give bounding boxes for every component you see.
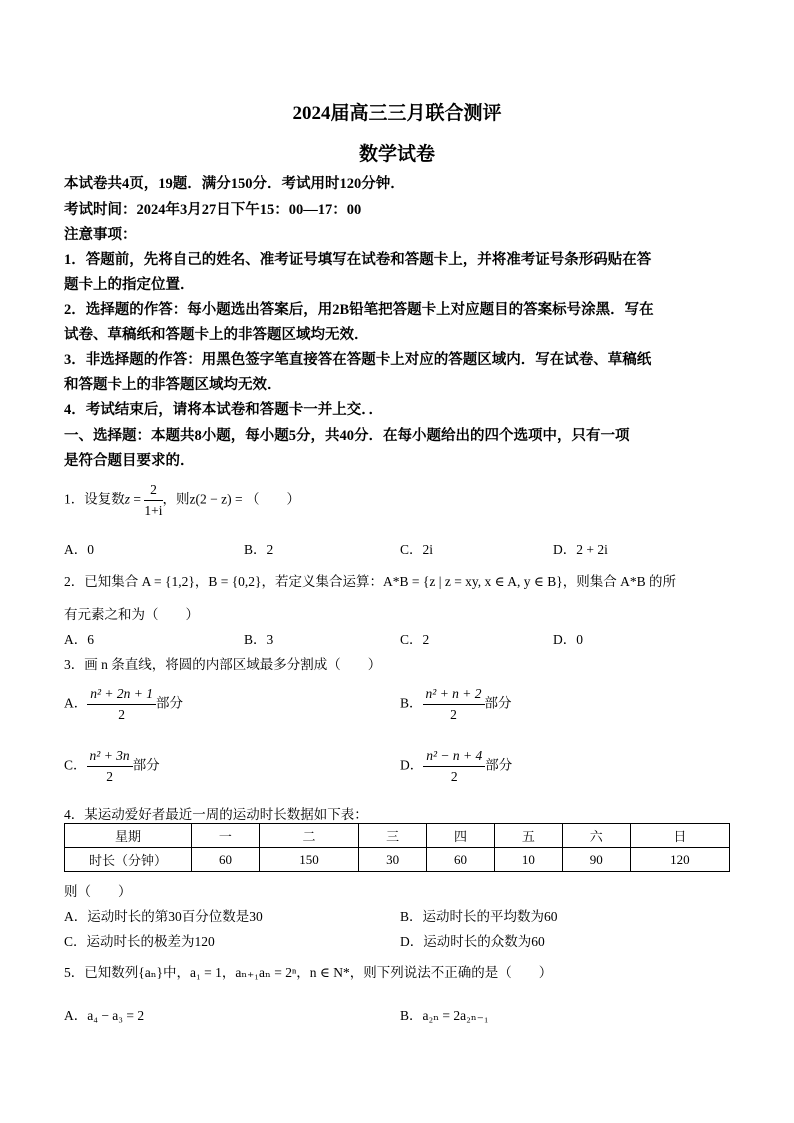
notice-4: 4．考试结束后，请将本试卷和答题卡一并上交．． <box>64 402 383 418</box>
table-cell: 30 <box>359 848 427 872</box>
q1-option-a: A．0 <box>64 542 94 557</box>
table-cell: 150 <box>259 848 358 872</box>
q4-option-a: A．运动时长的第30百分位数是30 <box>64 909 263 924</box>
q4-stem: 4．某运动爱好者最近一周的运动时长数据如下表： <box>64 807 368 822</box>
q3-a-label: A． <box>64 695 88 711</box>
exam-title: 2024届高三三月联合测评 <box>292 103 502 124</box>
section-1-heading-a: 一、选择题：本题共8小题，每小题5分，共40分．在每小题给出的四个选项中，只有一项 <box>64 428 630 444</box>
q4-then: 则（ ） <box>64 884 132 899</box>
table-cell: 一 <box>192 824 260 848</box>
q3-b-fraction <box>423 686 485 723</box>
q1-eq: = <box>130 491 145 507</box>
table-cell: 五 <box>494 824 562 848</box>
table-cell: 三 <box>359 824 427 848</box>
notice-1a: 1．答题前，先将自己的姓名、准考证号填写在试卷和答题卡上，并将准考证号条形码贴在答 <box>64 252 652 268</box>
info-line-2: 考试时间：2024年3月27日下午15：00—17：00 <box>64 202 362 218</box>
table-cell: 60 <box>427 848 495 872</box>
table-cell: 四 <box>427 824 495 848</box>
question-1 <box>64 482 300 519</box>
table-cell: 六 <box>562 824 630 848</box>
q5-stem: 5．已知数列{aₙ}中，a₁ = 1，aₙ₊₁aₙ = 2ⁿ，n ∈ N*，则下列说法不正确的是（ ） <box>64 965 553 980</box>
q1-var: z <box>124 491 131 507</box>
notice-2b: 试卷、草稿纸和答题卡上的非答题区域均无效． <box>64 327 369 343</box>
q2-stem-line-1: 2．已知集合 A = {1,2}，B = {0,2}，若定义集合运算：A*B = {z | z = xy, x ∈ A, y ∈ B}，则集合 A*B 的所 <box>64 574 677 589</box>
notice-2a: 2．选择题的作答：每小题选出答案后，用2B铅笔把答题卡上对应题目的答案标号涂黑．写在 <box>64 302 654 318</box>
q2-option-d: D．0 <box>553 632 583 647</box>
table-cell: 时长（分钟） <box>65 848 192 872</box>
q3-c-fraction <box>87 748 133 785</box>
notice-3b: 和答题卡上的非答题区域均无效． <box>64 377 282 393</box>
q3-option-c <box>64 748 160 785</box>
q1-option-d: D．2 + 2i <box>553 542 608 557</box>
q3-c-denominator: 2 <box>106 769 113 784</box>
exercise-time-table <box>64 823 730 872</box>
q3-a-numerator: n² + 2n + 1 <box>87 686 156 705</box>
table-cell: 星期 <box>65 824 192 848</box>
table-header-row <box>65 824 730 848</box>
q5-option-b: B．a₂ₙ = 2a₂ₙ₋₁ <box>400 1008 489 1023</box>
q3-a-suffix: 部分 <box>156 695 184 711</box>
info-line-1: 本试卷共4页，19题．满分150分．考试用时120分钟． <box>64 176 405 192</box>
q3-a-fraction <box>87 686 156 723</box>
q1-prefix: 1．设复数 <box>64 491 125 507</box>
q3-c-label: C． <box>64 757 87 773</box>
q1-option-b: B．2 <box>244 542 274 557</box>
q5-option-a: A．a₄ − a₃ = 2 <box>64 1008 145 1023</box>
q3-b-suffix: 部分 <box>484 695 512 711</box>
q1-denominator: 1+i <box>144 503 163 518</box>
notice-3a: 3．非选择题的作答：用黑色签字笔直接答在答题卡上对应的答题区域内．写在试卷、草稿纸 <box>64 352 652 368</box>
q3-a-denominator: 2 <box>118 707 126 722</box>
q3-d-numerator: n² − n + 4 <box>423 748 485 767</box>
q2-option-a: A．6 <box>64 632 94 647</box>
q1-numerator: 2 <box>144 482 162 501</box>
q3-d-fraction <box>423 748 485 785</box>
q3-b-numerator: n² + n + 2 <box>423 686 485 705</box>
q3-option-b <box>400 686 512 723</box>
exam-subtitle: 数学试卷 <box>358 144 435 165</box>
table-cell: 10 <box>494 848 562 872</box>
q3-d-label: D． <box>400 757 424 773</box>
notice-1b: 题卡上的指定位置． <box>64 277 195 293</box>
q2-option-b: B．3 <box>244 632 274 647</box>
table-cell: 120 <box>630 848 729 872</box>
q3-stem: 3．画 n 条直线，将圆的内部区域最多分割成（ ） <box>64 657 382 672</box>
q3-d-suffix: 部分 <box>485 757 513 773</box>
q1-fraction <box>144 482 162 519</box>
table-cell: 90 <box>562 848 630 872</box>
q4-option-d: D．运动时长的众数为60 <box>400 934 545 949</box>
q3-b-label: B． <box>400 695 423 711</box>
q3-d-denominator: 2 <box>450 769 458 784</box>
q3-c-suffix: 部分 <box>132 757 160 773</box>
q4-option-c: C．运动时长的极差为120 <box>64 934 215 949</box>
table-cell: 60 <box>192 848 260 872</box>
q4-option-b: B．运动时长的平均数为60 <box>400 909 558 924</box>
section-1-heading-b: 是符合题目要求的． <box>64 453 195 469</box>
q3-b-denominator: 2 <box>450 707 457 722</box>
q2-stem-line-2: 有元素之和为（ ） <box>64 607 199 622</box>
q3-option-a <box>64 686 183 723</box>
table-cell: 日 <box>630 824 729 848</box>
q2-option-c: C．2 <box>400 632 430 647</box>
q1-option-c: C．2i <box>400 542 434 557</box>
table-row <box>65 848 730 872</box>
q1-mid: ，则 <box>162 491 190 507</box>
q3-c-numerator: n² + 3n <box>87 748 133 767</box>
q3-option-d <box>400 748 512 785</box>
table-cell: 二 <box>259 824 358 848</box>
q1-expr: z(2 − z) = （ ） <box>189 491 300 507</box>
notice-heading: 注意事项： <box>64 227 137 243</box>
